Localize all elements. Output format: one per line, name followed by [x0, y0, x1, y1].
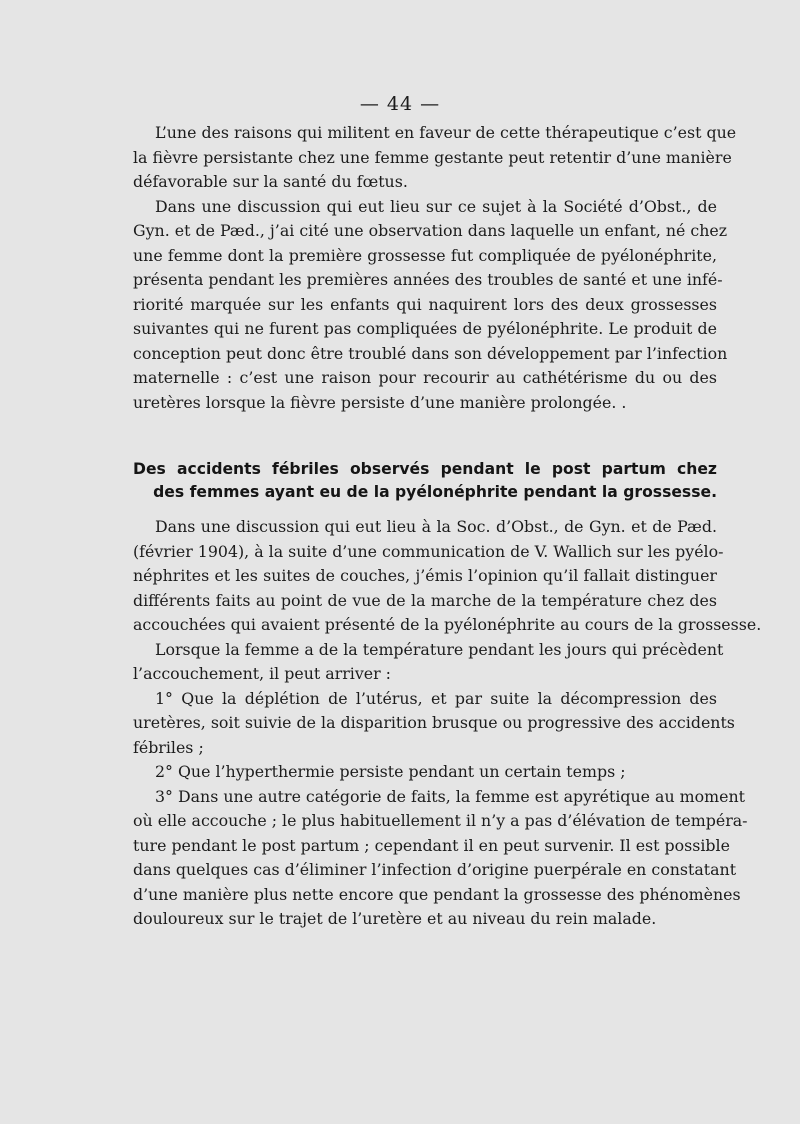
list-item: [133, 760, 717, 785]
text-line: 1° Que la déplétion de l’utérus, et par suite la décompression des: [155, 688, 717, 708]
paragraph: [133, 515, 762, 638]
text-line: différents faits au point de vue de la marche de la température chez des: [133, 590, 717, 610]
text-line: douloureux sur le trajet de l’uretère et au niveau du rein malade.: [133, 909, 657, 928]
text-line: suivantes qui ne furent pas compliquées de pyélonéphrite. Le produit de: [133, 319, 717, 338]
text-line: Dans une discussion qui eut lieu à la Soc. d’Obst., de Gyn. et de Pæd.: [155, 517, 717, 536]
text-line: conception peut donc être troublé dans son développement par l’infection: [133, 343, 728, 363]
paragraph: [133, 195, 728, 416]
heading-line: Des accidents fébriles observés pendant le post partum chez: [133, 460, 717, 478]
text-line: dans quelques cas d’éliminer l’infection d’origine puerpérale en constatant: [133, 860, 737, 879]
text-line: Gyn. et de Pæd., j’ai cité une observation dans laquelle un enfant, né chez: [133, 221, 728, 240]
text-line: la fièvre persistante chez une femme gestante peut retentir d’une manière: [133, 147, 732, 167]
text-line: l’accouchement, il peut arriver :: [133, 664, 392, 683]
text-line: une femme dont la première grossesse fut compliquée de pyélonéphrite,: [133, 245, 717, 265]
section-heading: [133, 458, 717, 504]
text-line: défavorable sur la santé du fœtus.: [133, 172, 408, 191]
text-line: L’une des raisons qui militent en faveur de cette thérapeutique c’est que: [155, 123, 737, 142]
text-line: uretères lorsque la fièvre persiste d’une manière prolongée. .: [133, 392, 627, 412]
heading-line: des femmes ayant eu de la pyélonéphrite pendant la grossesse.: [153, 483, 717, 501]
text-line: Lorsque la femme a de la température pendant les jours qui précèdent: [155, 639, 724, 659]
text-line: présenta pendant les premières années des troubles de santé et une infé-: [133, 270, 723, 289]
text-line: 3° Dans une autre catégorie de faits, la femme est apyrétique au moment: [155, 786, 745, 806]
list-item: [133, 687, 735, 761]
text-line: fébriles ;: [133, 737, 204, 757]
text-line: accouchées qui avaient présenté de la pyélonéphrite au cours de la grossesse.: [133, 615, 762, 634]
text-line: maternelle : c’est une raison pour recourir au cathétérisme du ou des: [133, 368, 717, 387]
text-line: ture pendant le post partum ; cependant il en peut survenir. Il est possible: [133, 835, 730, 855]
list-item: [133, 785, 748, 932]
text-line: riorité marquée sur les enfants qui naquirent lors des deux grossesses: [133, 294, 717, 314]
text-line: où elle accouche ; le plus habituellement il n’y a pas d’élévation de tempéra-: [133, 811, 748, 830]
page-number: — 44 —: [359, 93, 441, 115]
text-line: uretères, soit suivie de la disparition brusque ou progressive des accidents: [133, 713, 735, 732]
text-line: néphrites et les suites de couches, j’émis l’opinion qu’il fallait distinguer: [133, 566, 717, 585]
text-line: d’une manière plus nette encore que pendant la grossesse des phénomènes: [133, 884, 741, 904]
paragraph: [133, 638, 724, 687]
text-line: (février 1904), à la suite d’une communication de V. Wallich sur les pyélo-: [133, 541, 724, 561]
text-block-bottom: [133, 515, 762, 932]
paragraph: [133, 121, 737, 195]
text-line: Dans une discussion qui eut lieu sur ce sujet à la Société d’Obst., de: [155, 196, 717, 216]
text-line: 2° Que l’hyperthermie persiste pendant un certain temps ;: [155, 762, 626, 781]
text-block-top: [133, 121, 737, 415]
